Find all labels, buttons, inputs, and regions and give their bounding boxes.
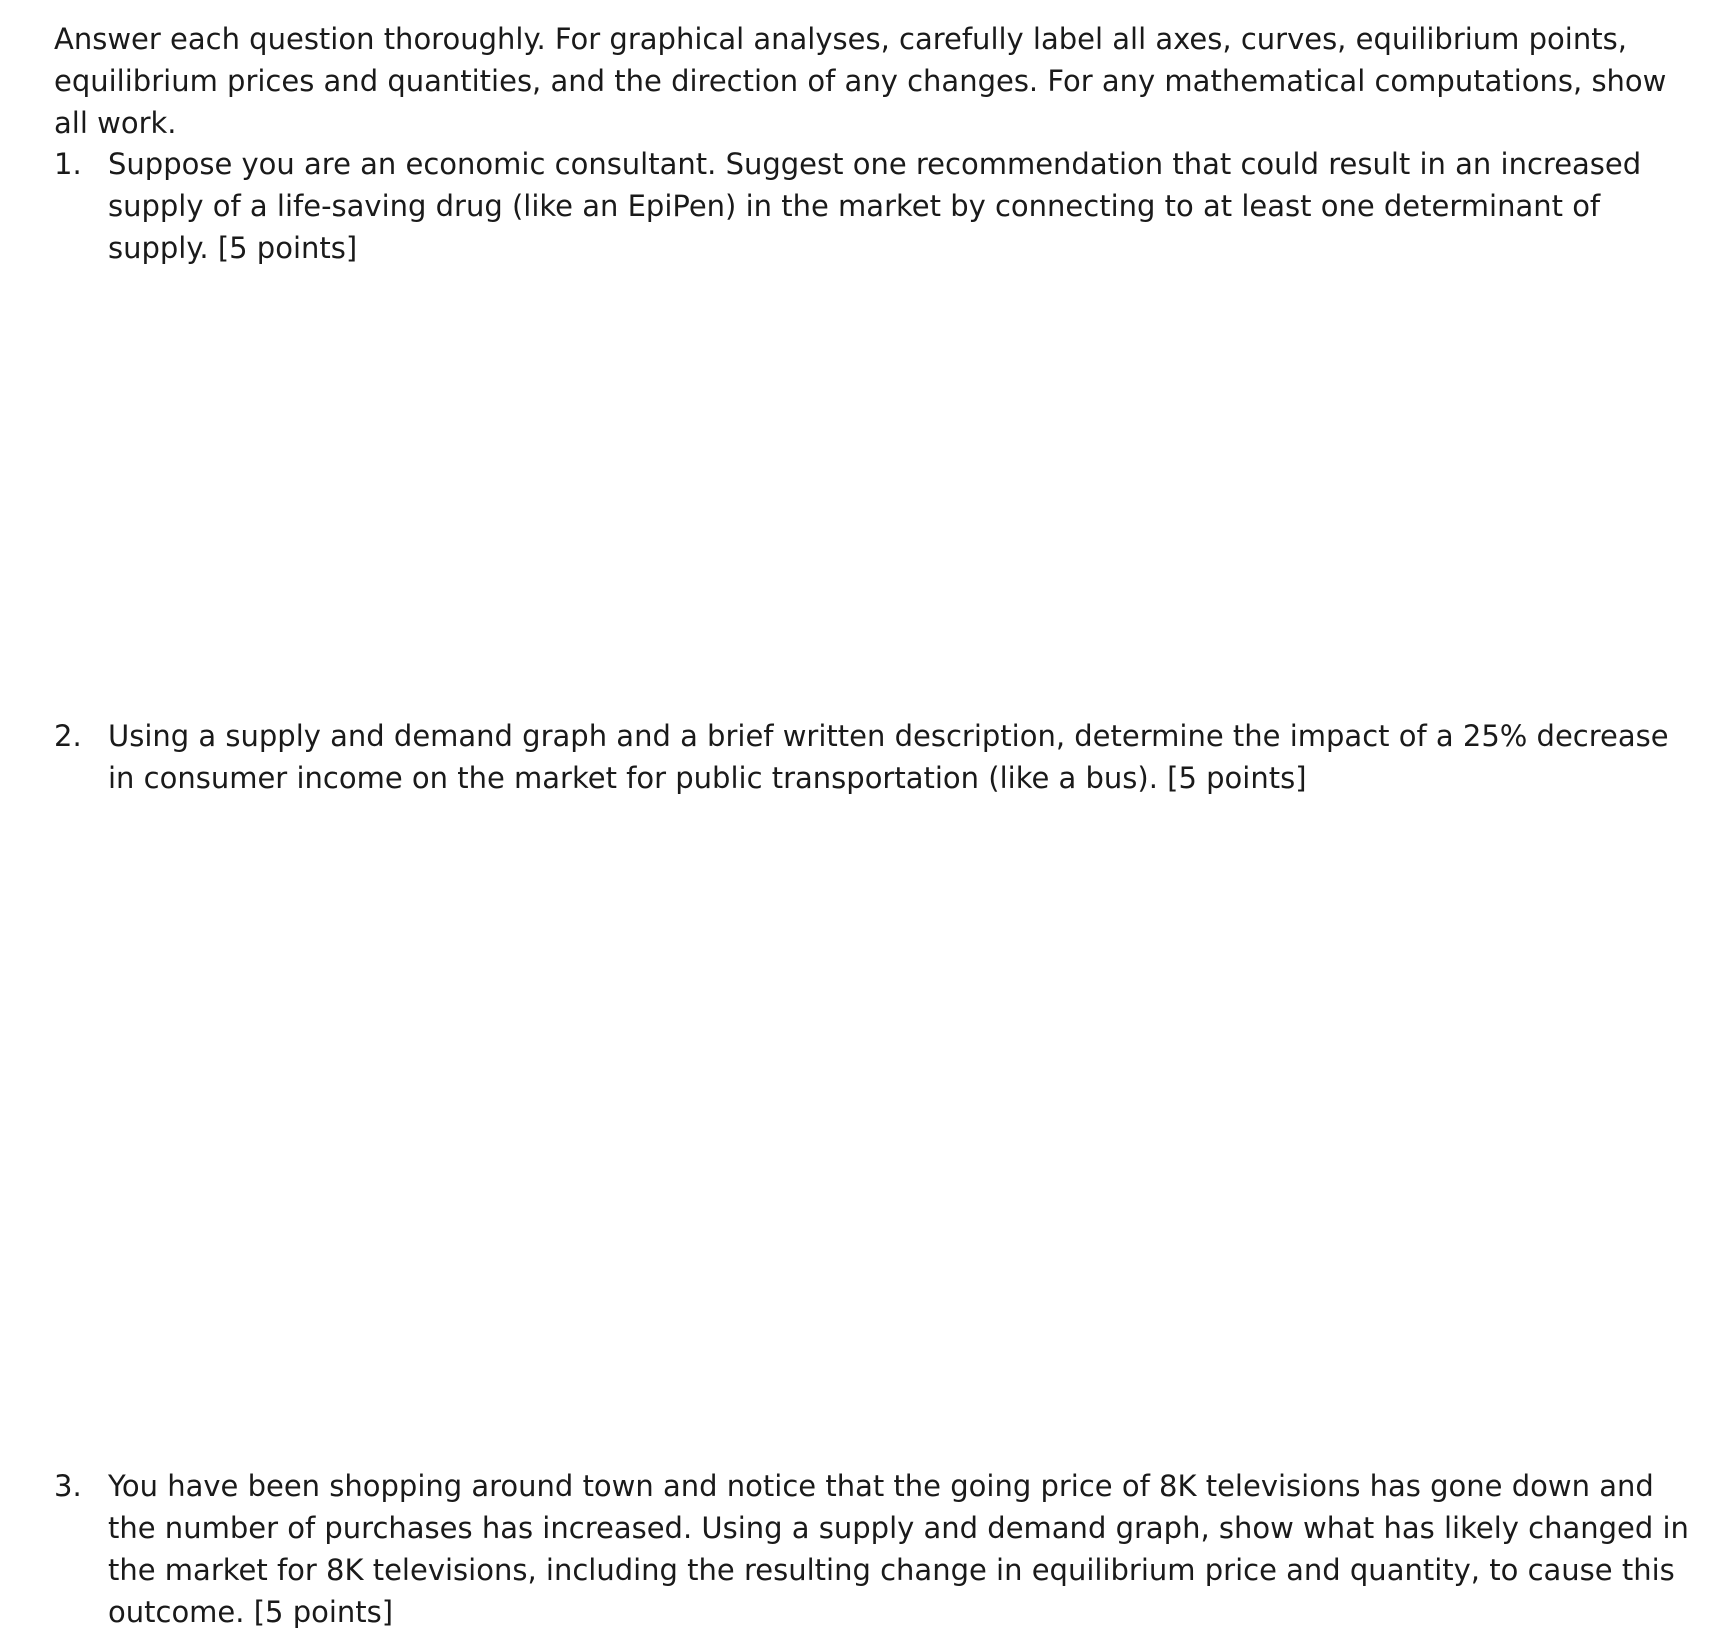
question-2 <box>54 715 1704 799</box>
question-text: Suppose you are an economic consultant. Suggest one recommendation that could result in an increased supply of a life-saving drug (like an EpiPen) in the market by connecting to at least one determinant of supply. [5 points] <box>108 147 1642 265</box>
question-number: 3. <box>54 1469 82 1503</box>
instructions-paragraph: Answer each question thoroughly. For graphical analyses, carefully label all axes, curves, equilibrium points, equilibrium prices and quantities, and the direction of any changes. For any mathematical computations, show all work. <box>54 22 1667 140</box>
question-text: Using a supply and demand graph and a brief written description, determine the impact of a 25% decrease in consumer income on the market for public transportation (like a bus). [5 points] <box>108 719 1669 795</box>
question-number: 1. <box>54 147 82 181</box>
question-1 <box>54 143 1704 269</box>
question-number: 2. <box>54 719 82 753</box>
question-3 <box>54 1465 1704 1633</box>
question-text: You have been shopping around town and notice that the going price of 8K televisions has gone down and the number of purchases has increased. Using a supply and demand graph, show what has likely changed in the market for 8K televisions, including the resulting change in equilibrium price and quantity, to cause this outcome. [5 points] <box>108 1469 1689 1629</box>
